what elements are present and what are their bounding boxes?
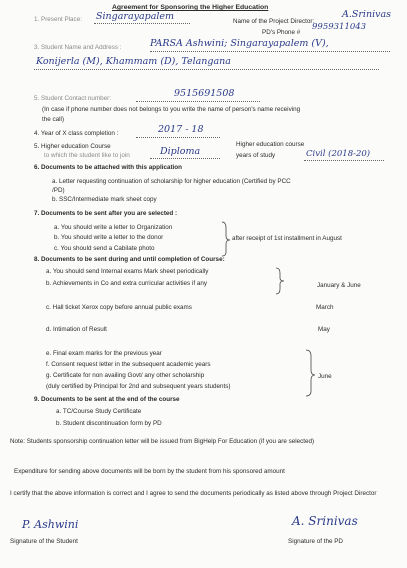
course-label-2: to which the student like to join bbox=[44, 152, 130, 159]
pd-phone-label: PD's Phone # bbox=[262, 29, 301, 36]
sec8-when-b: January & June bbox=[317, 282, 361, 289]
sec6-heading: 6. Documents to be attached with this application bbox=[34, 164, 182, 171]
course-label-1: 5. Higher education Course bbox=[34, 143, 111, 150]
years-label-2: years of study bbox=[236, 152, 276, 159]
pd-signature-label: Signature of the PD bbox=[288, 538, 343, 545]
sec6-item-a-cont: /PD) bbox=[52, 187, 65, 194]
sec7-item-c: c. You should send a Cabilate photo bbox=[54, 245, 155, 252]
years-value: Civil (2018-20) bbox=[306, 149, 371, 159]
sec8-item-e: e. Final exam marks for the previous year bbox=[46, 350, 162, 357]
sec8-item-b: b. Achievements in Co and extra curricular activities if any bbox=[46, 280, 207, 287]
student-value-line2: Konijerla (M), Khammam (D), Telangana bbox=[36, 56, 231, 67]
sec8-bracket-bottom bbox=[306, 350, 315, 396]
contact-note: (In case if phone number does not belongs to you write the name of person's name receiving bbox=[42, 106, 301, 113]
form-title: Agreement for Sponsoring the Higher Education bbox=[112, 4, 269, 11]
sec8-when-c: March bbox=[316, 304, 334, 311]
contact-note-2: the call) bbox=[42, 116, 65, 123]
sec8-when-d: May bbox=[318, 326, 330, 333]
sec8-heading: 8. Documents to be sent during and until completion of Course: bbox=[34, 256, 225, 263]
sec8-item-f: f. Consent request letter in the subsequent academic years bbox=[46, 361, 211, 368]
sec7-bracket bbox=[222, 222, 230, 256]
sec8-item-c: c. Hall ticket Xerox copy before annual public exams bbox=[46, 304, 192, 311]
sec8-bracket-top bbox=[276, 268, 284, 294]
sec6-item-a: a. Letter requesting continuation of scholarship for higher education (Certified by PCC bbox=[52, 178, 291, 185]
x-year-value: 2017 - 18 bbox=[158, 124, 204, 135]
expenditure-text: Expenditure for sending above documents will be born by the student from his sponsored amount bbox=[14, 468, 285, 475]
student-label: 3. Student Name and Address : bbox=[34, 44, 122, 51]
sec8-when-g: June bbox=[318, 373, 332, 380]
sec8-item-g: g. Certificate for non availing Govt/ any other scholarship bbox=[46, 372, 205, 379]
sec9-heading: 9. Documents to be sent at the end of the course bbox=[34, 396, 180, 403]
place-label: 1. Present Place: bbox=[34, 16, 82, 23]
contact-label: 5. Student Contact number: bbox=[34, 95, 112, 102]
student-signature: P. Ashwini bbox=[22, 518, 79, 531]
x-year-label: 4. Year of X class completion : bbox=[34, 130, 119, 137]
course-value: Diploma bbox=[160, 146, 201, 157]
sec9-item-a: a. TC/Course Study Certificate bbox=[56, 408, 142, 415]
student-signature-label: Signature of the Student bbox=[10, 538, 78, 545]
years-label-1: Higher education course bbox=[236, 141, 305, 148]
sec7-heading: 7. Documents to be sent after you are selected : bbox=[34, 210, 178, 217]
pd-phone-value: 9959311043 bbox=[312, 22, 367, 32]
director-value: A.Srinivas bbox=[342, 9, 392, 20]
sec6-item-b: b. SSC/Intermediate mark sheet copy bbox=[52, 196, 157, 203]
student-value-line1: PARSA Ashwini; Singarayapalem (V), bbox=[150, 38, 329, 49]
sec9-item-b: b. Student discontinuation form by PD bbox=[56, 420, 162, 427]
sec8-item-a: a. You should send Internal exams Mark sheet periodically bbox=[46, 268, 209, 275]
sec7-note: after receipt of 1st installment in August bbox=[232, 235, 342, 242]
contact-value: 9515691508 bbox=[174, 88, 235, 99]
certify-text: I certify that the above information is correct and I agree to send the documents periodically as listed above through Project Director bbox=[10, 490, 377, 497]
place-value: Singarayapalem bbox=[96, 11, 175, 22]
sec7-item-a: a. You should write a letter to Organization bbox=[54, 224, 173, 231]
note-text: Note: Students sponsorship continuation letter will be issued from BigHelp For Education (if you are selected) bbox=[10, 438, 315, 445]
sec8-item-d: d. Intimation of Result bbox=[46, 326, 107, 333]
pd-signature: A. Srinivas bbox=[292, 514, 358, 528]
director-label: Name of the Project Director: bbox=[233, 18, 315, 25]
sec8-item-g-cont: (duly certified by Principal for 2nd and subsequent years students) bbox=[46, 383, 231, 390]
sec7-item-b: b. You should write a letter to the donor bbox=[54, 234, 164, 241]
